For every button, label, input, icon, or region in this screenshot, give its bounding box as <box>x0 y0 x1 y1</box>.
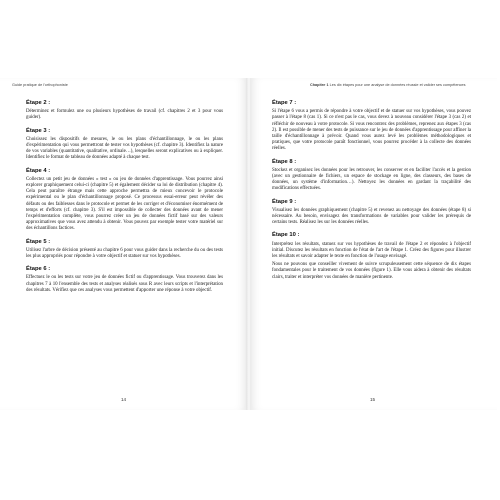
step-heading: Étape 9 : <box>272 198 297 205</box>
step-paragraph: Si l'étape 6 vous a permis de répondre à votre objectif et de statuer sur vos hypothèses, vous pouvez passer à l'étape 8 (cas 1). Si ce n'est pas le cas, vous devez à nouveau considérer l'étape 3 (cas 2) et réfléchir de nouveau à votre protocole. Si vous rencontrez des problèmes, reprenez aux étapes 3 (cas 2). Il est possible de mener des tests de puissance sur le jeu de données d'apprentissage pour affiner la taille d'échantillonnage à prévoir. Quand vous aurez levé les problèmes méthodologiques et pratiques, que votre protocole paraît fonctionnel, vous pourrez procéder à la collecte des données réelles. <box>272 109 471 152</box>
step-heading: Étape 6 : <box>26 266 51 273</box>
left-page-content <box>26 100 223 300</box>
step-heading: Étape 7 : <box>272 100 297 106</box>
running-head-title: Les dix étapes pour une analyse de données réussie et valider ses compétences <box>329 83 466 87</box>
step-paragraph: Effectuez le ou les tests sur votre jeu de données fictif ou d'apprentissage. Vous trouverez dans les chapitres 7 à 10 l'ensemble des tests et analyses réalisés sous R avec leurs scripts et l'interprétation des résultats. Vérifiez que ces analyses vous permettent d'apporter une réponse à votre objectif. <box>26 275 223 293</box>
step-section <box>26 128 223 162</box>
step-heading: Étape 2 : <box>26 100 51 106</box>
running-head-chapter: Chapitre 1 <box>310 83 329 87</box>
step-section <box>26 239 223 261</box>
step-paragraph: Stockez et organisez les données pour les retrouver, les conserver et en faciliter l'accès et la gestion (avec un gestionnaire de fichiers, un espace de stockage en ligne, des classeurs, des bases de données, un système d'information…). Nettoyez les données en gardant la traçabilité des modifications effectuées. <box>272 167 471 192</box>
page-number: 14 <box>121 397 127 402</box>
step-paragraph: Nous ne pouvons que conseiller vivement de suivre scrupuleusement cette séquence de dix étapes fondamentales pour le traitement de vos données (figure 1). Elle vous aidera à obtenir des résultats clairs, traiter et interpréter vos données de manière pertinente. <box>272 262 471 280</box>
step-section <box>272 100 471 153</box>
step-heading: Étape 5 : <box>26 238 51 245</box>
page-number: 15 <box>370 397 376 402</box>
right-page <box>250 78 497 410</box>
step-paragraph: Déterminez et formulez une ou plusieurs hypothèses de travail (cf. chapitres 2 et 3 pour vous guider). <box>26 109 223 121</box>
step-paragraph: Choisissez les dispositifs de mesures, le ou les plans d'échantillonnage, le ou les plans d'expérimentation qui vous permettront de tester vos hypothèses (cf. chapitre 3). Identifiez la nature de vos variables (quantitative, qualitative, ordinale…), lesquelles seront explicatives ou à expliquer. Identifiez le format de tableau de données adapté à chaque test. <box>26 136 223 161</box>
step-heading: Étape 4 : <box>26 167 51 174</box>
running-head: Guide pratique de l'orthophoniste <box>12 83 68 87</box>
right-page-content <box>272 100 471 287</box>
left-page <box>0 78 247 410</box>
step-paragraph: Utilisez l'arbre de décision présenté au chapitre 6 pour vous guider dans la recherche du ou des tests les plus appropriés pour répondre à votre objectif et statuer sur vos hypothèses. <box>26 247 223 260</box>
step-heading: Étape 10 : <box>272 232 300 239</box>
step-section <box>26 266 223 294</box>
step-section <box>272 232 471 280</box>
step-section <box>26 100 223 122</box>
step-heading: Étape 3 : <box>26 127 51 134</box>
running-head <box>310 83 466 87</box>
step-paragraph: Collectez un petit jeu de données « test » ou jeu de données d'apprentissage. Vous pourrez ainsi explorer graphiquement celui-ci (chapitre 5) et également décider sa loi de distribution (chapitre 4). Cela peut paraître étrange mais cette approche permettra de mieux concevoir le protocole expérimental ou le plan d'échantillonnage proposé. Ce processus essai-erreur peut révéler des défauts ou des faiblesses dans le protocole et permet de les corriger et d'économiser énormément de temps et d'efforts (cf. chapitre 3). S'il est impossible de collecter des données avant de mener l'expérimentation complète, vous pourrez créer un jeu de données fictif basé sur des valeurs approximatives que vous avez attendu à obtenir. Vous pouvez par exemple tester votre matériel sur des échantillons factices. <box>26 176 223 232</box>
step-heading: Étape 8 : <box>272 158 297 165</box>
step-paragraph: Interprétez les résultats, statuez sur vos hypothèses de travail de l'étape 2 et répondez à l'objectif initial. Discutez les résultats en fonction de l'état de l'art de l'étape 1. Créez des figures pour illustrer les résultats et savoir adapter le texte en fonction de l'usage envisagé. <box>272 241 471 260</box>
step-section <box>26 168 223 233</box>
step-section <box>272 199 471 227</box>
step-section <box>272 159 471 193</box>
step-paragraph: Visualisez les données graphiquement (chapitre 5) et revenez au nettoyage des données (étape 8) si nécessaire. Au besoin, envisagez des transformations de variables pour valider les prérequis de certains tests. Réalisez les sur les données réelles. <box>272 207 471 226</box>
